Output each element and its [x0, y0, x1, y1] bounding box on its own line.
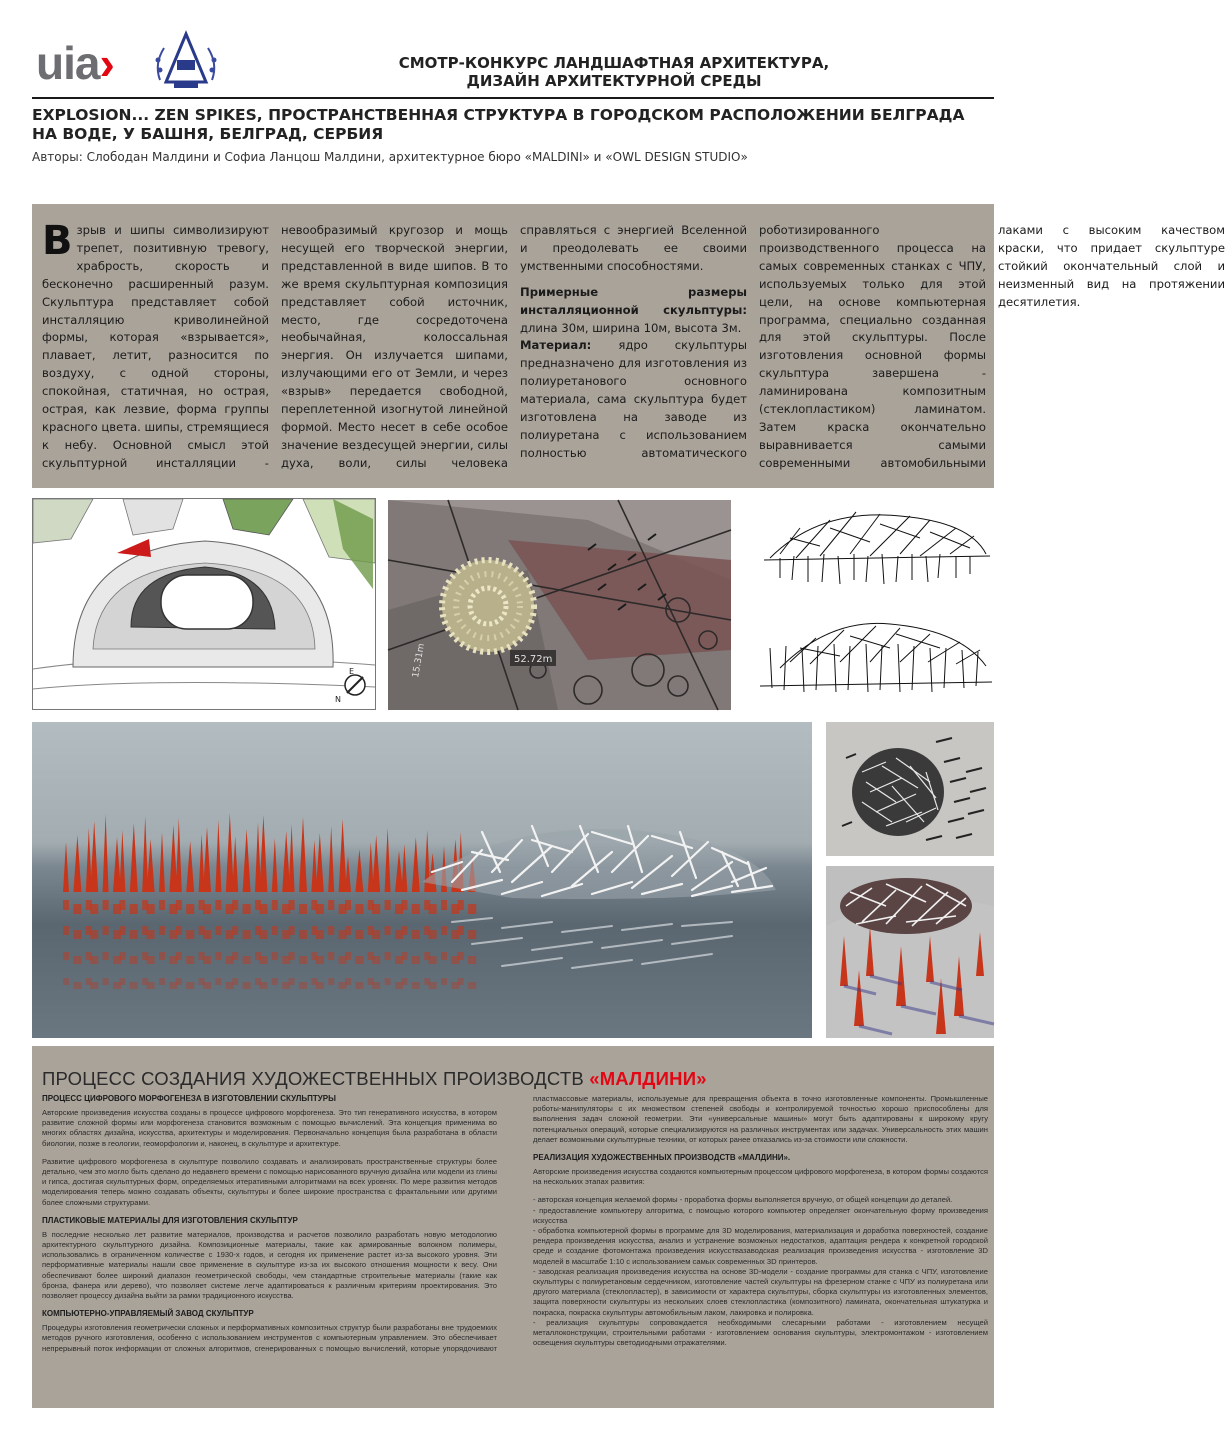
spike-reflection [63, 952, 69, 960]
main-render-image [32, 722, 812, 1038]
spike-reflection [63, 978, 69, 985]
list-item: - заводская реализация произведения искусства на основе 3D-модели - создание программы для станка с ЧПУ, изготовление скульптуры с полиуретановым сердечником, изготовление частей скульптуры на фрезерном станке с ЧПУ из полиуретана или другого материала (стеклопластер), в зависимости от характера скульптуры, сборка скульптуры из изготовленных элементов, защита поверхности скульптуры из нескольких слоев стеклопластика (композитного) ламината, окончательная штукатурка и покраска, покраска скульптуры автомобильным лаком, лакировка и полировка. [533, 1266, 988, 1317]
spike-reflection [73, 930, 81, 939]
spike-reflection [119, 926, 125, 935]
spike-reflection [385, 900, 391, 910]
spike-reflection [468, 956, 476, 964]
spike-reflection [328, 978, 334, 985]
spike-reflection [232, 900, 238, 910]
section-paragraph: В последние несколько лет развитие материалов, производства и расчетов позволило разработать новую методологию архитектурного скульптурного дизайна. Композиционные материалы, такие как армированные волокном полимеры, использовались в ограниченном количестве с 1930-х годов, и сегодня их применение растет из-за высокого уровня. Эти перформативные материалы нашли свое применение в скульптуре из-за их высокого отношения мощности к весу. Они обеспечивают более широкий диапазон геометрической свободы, чем стандартные строительные материалы (такие как бронза, фанера или дерево), что позволяет системе легче адаптироваться к различным критериям проектирования. Это позволяет процессу дизайна выйти за рамки традиционного искусства. [42, 1229, 497, 1301]
spike-reflection [215, 926, 221, 935]
spike-reflection [441, 952, 447, 960]
top-view-render-drawing [826, 722, 994, 856]
spike-reflection [401, 926, 407, 935]
spike-reflection [176, 978, 182, 985]
spike-reflection [372, 904, 380, 914]
spike-reflection [186, 982, 194, 989]
spike-reflection [103, 900, 109, 910]
aerial-view-image [388, 500, 731, 710]
logo-text: uia [36, 37, 100, 89]
spike-reflection [316, 930, 324, 939]
spike-reflection [176, 926, 182, 935]
spike-reflection [429, 956, 437, 964]
description-text [42, 218, 1225, 474]
spike-reflection [159, 926, 165, 935]
main-render-drawing [32, 722, 812, 1038]
spike-reflection [289, 926, 295, 935]
spike-reflection [299, 904, 307, 914]
perspective-render-image [826, 866, 994, 1038]
spike-reflection [385, 926, 391, 935]
spike-reflection [186, 930, 194, 939]
spike-reflection [412, 982, 420, 989]
spike-reflection [90, 904, 98, 914]
spike-reflection [372, 982, 380, 989]
spike-reflection [272, 978, 278, 985]
contest-title [354, 54, 874, 90]
spike-reflection [468, 930, 476, 939]
spike-reflection [412, 904, 420, 914]
size-label: Примерные размеры инсталляционной скульптуры: [520, 284, 747, 317]
spike-reflection [130, 904, 138, 914]
material-label: Материал: [520, 338, 592, 353]
spike-reflection [103, 952, 109, 960]
spike-reflection [316, 904, 324, 914]
spike-reflection [468, 904, 476, 914]
aerial-dimension-length: 52.72m [514, 654, 553, 665]
spike-reflection [355, 982, 363, 989]
spike-reflection [63, 900, 69, 910]
spike-reflection [130, 982, 138, 989]
spike-reflection [90, 982, 98, 989]
header-divider [32, 97, 994, 99]
spike-reflection [73, 956, 81, 964]
spike-reflection [401, 952, 407, 960]
spike-reflection [176, 900, 182, 910]
top-view-render-image [826, 722, 994, 856]
list-item: - авторская концепция желаемой формы - проработка формы выполняется вручную, от общей концепции до деталей. [533, 1195, 953, 1205]
logo-arrow-icon: › [99, 37, 114, 89]
contest-title-line2: ДИЗАЙН АРХИТЕКТУРНОЙ СРЕДЫ [466, 72, 762, 90]
spike-reflection [328, 900, 334, 910]
spike-reflection [345, 978, 351, 985]
spike-reflection [90, 930, 98, 939]
spike-reflection [186, 904, 194, 914]
spike-reflection [215, 978, 221, 985]
spike-reflection [272, 952, 278, 960]
section-heading: ПРОЦЕСС ЦИФРОВОГО МОРФОГЕНЕЗА В ИЗГОТОВЛЕНИИ СКУЛЬПТУРЫ [42, 1094, 336, 1103]
spike-reflection [412, 930, 420, 939]
sketch-image [760, 498, 994, 710]
section-paragraph: Развитие цифрового морфогенеза в скульптуре позволило создавать и анализировать пространственные структуры более детально, чем это могло быть сделано до недавнего времени с помощью нарисованного вручную дизайна или модели из глины и гипса, достигая скульптурных форм, определяемых итеративными алгоритмами на всех уровнях. По мере развития методов моделирования теперь можно создавать объекты, скульптуры и более широкие пространства с фрактальными или другими более сложными структурами. [42, 1156, 497, 1207]
spike-reflection [147, 930, 155, 939]
spike-reflection [412, 956, 420, 964]
spike-reflection [316, 956, 324, 964]
spike-reflection [345, 952, 351, 960]
site-plan-image [32, 498, 376, 710]
spike-reflection [441, 926, 447, 935]
spike-reflection [203, 930, 211, 939]
spike-reflection [272, 926, 278, 935]
contest-title-line1: СМОТР-КОНКУРС ЛАНДШАФТНАЯ АРХИТЕКТУРА, [398, 54, 830, 72]
spike-reflection [232, 926, 238, 935]
description-paragraph: зрыв и шипы символизируют трепет, позитивную тревогу, храбрость, скорость и бесконечно расширенный разум. Скульптура представляет собой инсталляцию криволинейной формы, которая «взрывается», плавает, летит, разносится по воздуху, с одной стороны, спокойная, статичная, но острая, острая, как лезвие, форма группы красного цвета. шипы, стремящиеся к небу. Основной смысл этой скульптурной инсталляции - невообразимый кругозор и мощь несущей его творческой энергии, представленной в виде шипов. В то же время скульптурная композиция представляет собой источник, место, где сосредоточена необычайная, колоссальная энергия. Он излучается шипами, излучающими его от Земли, и через «взрыв» передается свободной, переплетенной изогнутой линейной формой. Место несет в себе особое значение вездесущей энергии, силы духа, воли, силы человека справляться с энергией Вселенной и преодолевать ее своими умственными способностями. [42, 223, 747, 470]
spike-reflection [458, 926, 464, 935]
section-heading: КОМПЬЮТЕРНО-УПРАВЛЯЕМЫЙ ЗАВОД СКУЛЬПТУР [42, 1309, 254, 1319]
spike-reflection [458, 978, 464, 985]
spike-reflection [215, 952, 221, 960]
perspective-render-drawing [826, 866, 994, 1038]
spike-reflection [130, 956, 138, 964]
spike-reflection [345, 926, 351, 935]
process-title-main: ПРОЦЕСС СОЗДАНИЯ ХУДОЖЕСТВЕННЫХ ПРОИЗВОДСТВ [42, 1068, 590, 1089]
authors-line: Авторы: Слободан Малдини и Софиа Ланцош Малдини, архитектурное бюро «MALDINI» и «OWL DESIGN STUDIO» [32, 150, 748, 164]
spike-reflection [401, 900, 407, 910]
spike-reflection [458, 900, 464, 910]
compass-icon [345, 675, 365, 695]
spike-reflection [176, 952, 182, 960]
spike-reflection [441, 900, 447, 910]
site-plan-drawing [33, 499, 375, 709]
spike-reflection [299, 930, 307, 939]
spike-reflection [458, 952, 464, 960]
spike-reflection [147, 956, 155, 964]
spike-reflection [119, 952, 125, 960]
compass-n-label: N [335, 695, 341, 704]
dropcap-letter: В [42, 218, 73, 264]
spike-reflection [232, 952, 238, 960]
spike-reflection [203, 982, 211, 989]
spike-reflection [159, 978, 165, 985]
spike-reflection [73, 904, 81, 914]
spike-reflection [103, 926, 109, 935]
spike-reflection [429, 982, 437, 989]
spike-reflection [243, 930, 251, 939]
spike-reflection [119, 978, 125, 985]
spike-reflection [130, 930, 138, 939]
spike-reflection [468, 982, 476, 989]
spike-reflection [259, 904, 267, 914]
section-heading: ПЛАСТИКОВЫЕ МАТЕРИАЛЫ ДЛЯ ИЗГОТОВЛЕНИЯ СКУЛЬПТУР [42, 1215, 298, 1225]
spike-reflection [103, 978, 109, 985]
spike-reflection [147, 982, 155, 989]
spike-reflection [372, 956, 380, 964]
spike-reflection [203, 904, 211, 914]
spike-reflection [259, 982, 267, 989]
process-title [42, 1068, 707, 1090]
association-emblem-icon [150, 30, 222, 94]
spike-reflection [289, 900, 295, 910]
spike-reflection [316, 982, 324, 989]
section-heading: РЕАЛИЗАЦИЯ ХУДОЖЕСТВЕННЫХ ПРОИЗВОДСТВ «МАЛДИНИ». [533, 1153, 791, 1163]
section-paragraph: Процедуры изготовления геометрически сложных и перформативных композитных структур были разработаны вне трудоемких методов ручного изготовления, особенно с использованием инструментов с компьютерным управлением. Это обеспечивает непрерывный поток информации от сложных алгоритмов, сгенерированных с помощью вычислений, которые упорядочивают пластмассовые материалы, используемые для превращения объекта в точно изготовленные компоненты. Промышленные роботы-манипуляторы с их множеством степеней свободы и контролируемой точностью хорошо приспособлены для выполнения задач сложной геометрии. Эти «универсальные машины» могут быть адаптированы к широкому кругу потенциальных операций, которые специализируются на различных инструментах или задачах. Универсальность этих машин делает возможными скульптурные техники, от которых ранее отказались из-за стоимости или сложности. [42, 1094, 988, 1353]
aerial-dimension-width: 15.31m [411, 642, 427, 679]
spike-reflection [243, 956, 251, 964]
spike-reflection [159, 900, 165, 910]
section-paragraph: Авторские произведения искусства создаются компьютерным процессом цифрового морфогенеза, в котором формы создаются на нескольких этапах развития: [533, 1167, 988, 1187]
section-paragraph: Авторские произведения искусства созданы в процессе цифрового морфогенеза. Это тип генеративного искусства, в котором развитие сложной формы или морфогенеза становится возможным с помощью вычислений. Эта концепция применима во многих областях дизайна, искусства, архитектуры и моделирования. Первоначально концепция была разработана в области биологии, позже в геологии, геоморфологии и, наконец, в скульптуре и архитектуре. [42, 1108, 497, 1148]
spike-reflection [441, 978, 447, 985]
spike-reflection [328, 926, 334, 935]
spike-reflection [232, 978, 238, 985]
spike-reflection [429, 904, 437, 914]
spike-reflection [186, 956, 194, 964]
uia-logo [36, 37, 114, 89]
spike-reflection [259, 930, 267, 939]
spike-reflection [73, 982, 81, 989]
spike-reflection [355, 904, 363, 914]
spike-reflection [328, 952, 334, 960]
sketch-drawing [760, 498, 994, 710]
spike-reflection [289, 952, 295, 960]
size-text: длина 30м, ширина 10м, высота 3м. [520, 320, 742, 335]
spike-reflection [289, 978, 295, 985]
spike-reflection [401, 978, 407, 985]
spike-reflection [147, 904, 155, 914]
spike-reflection [299, 982, 307, 989]
list-item: - предоставление компьютеру алгоритма, с помощью которого компьютер определяет окончательную форму произведения искусства [533, 1205, 988, 1225]
spike-reflection [159, 952, 165, 960]
spike-reflection [429, 930, 437, 939]
project-title: EXPLOSION... ZEN SPIKES, ПРОСТРАНСТВЕННАЯ СТРУКТУРА В ГОРОДСКОМ РАСПОЛОЖЕНИИ БЕЛГРАДА НА ВОДЕ, У БАШНЯ, БЕЛГРАД, СЕРБИЯ [32, 106, 965, 143]
spike-reflection [90, 956, 98, 964]
spike-reflection [299, 956, 307, 964]
material-text: ядро скульптуры предназначено для изготовления из полиуретанового основного материала, сама скульптура будет изготовлена на заводе из полиуретана с использованием полностью автоматического роботизированного производственного процесса на самых современных станках с ЧПУ, используемых только для этой цели, на основе компьютерная программа, специально созданная для этой скульптуры. После изготовления основной формы скульптура завершена - ламинирована композитным (стеклопластиком) ламинатом. Затем краска окончательно выравнивается самыми современными автомобильными лаками с высоким качеством краски, что придает скульптуре стойкий окончательный слой и неизменный вид на протяжении десятилетия. [520, 223, 1225, 470]
process-body [42, 1094, 988, 1400]
spike-reflection [372, 930, 380, 939]
list-item: - реализация скульптуры сопровождается необходимыми слесарными работами - изготовлением несущей металлоконструкции, строительными работами - изготовлением основания скульптуры, электромонтажом - изготовлением освещения скульптуры светодиодными отражателями. [533, 1317, 988, 1348]
spike-reflection [215, 900, 221, 910]
compass-e-label: E [349, 667, 355, 676]
spike-reflection [243, 904, 251, 914]
spike-reflection [203, 956, 211, 964]
process-title-accent: «МАЛДИНИ» [589, 1068, 707, 1089]
spike-reflection [345, 900, 351, 910]
spike-reflection [355, 956, 363, 964]
spike-reflection [119, 900, 125, 910]
list-item: - обработка компьютерной формы в программе для 3D моделирования, материализация и доработка поверхностей, создание рендера произведения искусства, анализ и устранение возможных недостатков, адаптация рендера к конкретной городской среде и создание фотомонтажа произведения искусствазаводская реализация произведения искусства - изготовление 3D моделей в масштабе 1:10 с использованием самых современных 3D принтеров. [533, 1226, 988, 1266]
spike-reflection [63, 926, 69, 935]
spike-reflection [259, 956, 267, 964]
spike-reflection [385, 978, 391, 985]
aerial-view-drawing [388, 500, 731, 710]
spike-reflection [272, 900, 278, 910]
spike-reflection [355, 930, 363, 939]
spike-reflection [385, 952, 391, 960]
process-steps-list [533, 1195, 988, 1348]
spike-reflection [243, 982, 251, 989]
